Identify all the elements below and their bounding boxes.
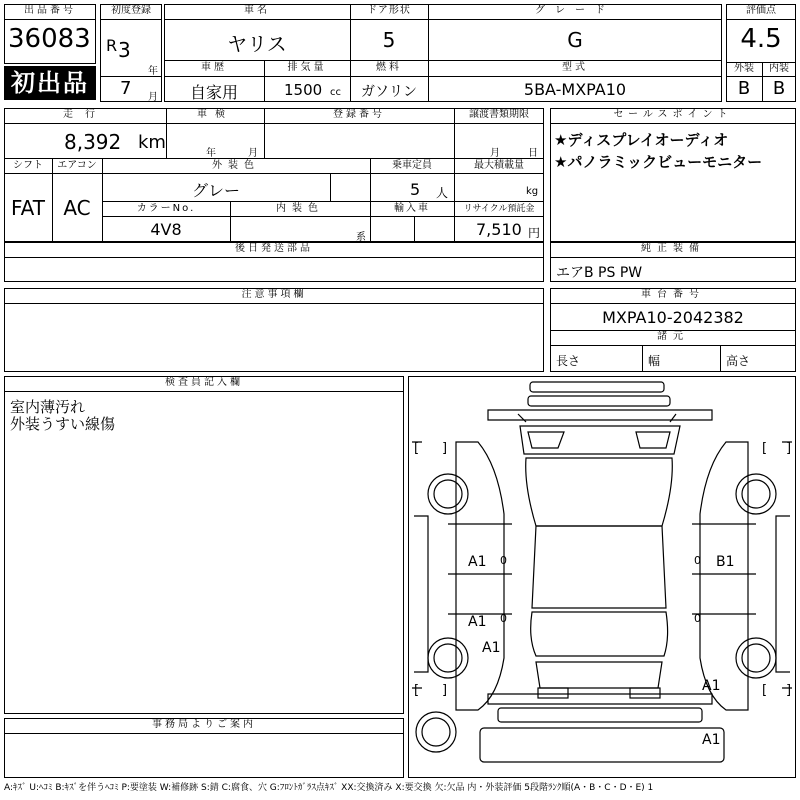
spec-width-label: 幅 [648, 354, 661, 368]
shift-header: シフト [13, 160, 43, 171]
transfer-month-unit: 月 [490, 148, 500, 159]
capacity-unit: 人 [436, 186, 449, 200]
fuel-header: 燃料 [376, 62, 402, 73]
specs-header: 諸元 [657, 331, 689, 342]
lot-number-header: 出品番号 [24, 5, 76, 16]
spec-length-label: 長さ [556, 354, 581, 368]
car-name: ヤリス [227, 32, 287, 56]
door-header: ドア形状 [367, 5, 411, 16]
genuine-equipment-header: 純正装備 [641, 243, 705, 254]
exterior-grade: B [737, 78, 751, 99]
capacity-header: 乗車定員 [392, 160, 432, 171]
damage-right-rear-fender: A1 [702, 678, 721, 694]
fuel: ガソリン [361, 84, 417, 100]
sales-point-1: ★ディスプレイオーディオ [554, 131, 729, 149]
inspection-year-unit: 年 [206, 148, 216, 159]
damage-front-left-door: A1 [468, 554, 487, 570]
lot-number: 36083 [8, 24, 91, 54]
inspection-header: 車検 [197, 109, 233, 120]
bracket-front-left: [ [414, 441, 420, 456]
shift-value: FAT [10, 196, 45, 220]
month-unit: 月 [148, 92, 158, 103]
registration-year: 3 [118, 38, 131, 62]
bracket-rear-left-close: ] [442, 683, 448, 698]
bracket-front-right: [ [762, 441, 768, 456]
damage-rear-bumper: A1 [702, 732, 721, 748]
grade-header: グレード [535, 5, 615, 16]
exterior-color: グレー [191, 181, 240, 200]
zero-mark-left-front: 0 [500, 554, 507, 567]
interior-grade: B [772, 78, 786, 99]
office-header: 事務局よりご案内 [152, 719, 256, 730]
transfer-deadline-header: 譲渡書類期限 [469, 109, 529, 120]
max-load-header: 最大積載量 [474, 160, 524, 171]
capacity-value: 5 [410, 180, 421, 199]
sales-point-2: ★パノラミックビューモニター [554, 153, 763, 171]
model: 5BA-MXPA10 [523, 80, 627, 99]
overall-score: 4.5 [740, 24, 782, 54]
recycle-deposit-header: リサイクル預託金 [463, 204, 535, 214]
later-parts-header: 後日発送部品 [235, 243, 313, 254]
damage-left-rear-fender: A1 [482, 640, 501, 656]
displacement: 1500 [284, 81, 323, 99]
registration-number-header: 登録番号 [333, 109, 385, 120]
aircon-header: エアコン [57, 160, 97, 171]
door-count: 5 [382, 28, 396, 52]
notes-header: 注意事項欄 [241, 289, 307, 300]
car-name-header: 車名 [244, 5, 270, 16]
damage-rear-left-door: A1 [468, 614, 487, 630]
inspector-note-1: 室内薄汚れ [10, 398, 86, 416]
first-listing-banner: 初出品 [4, 66, 96, 100]
model-header: 型式 [562, 62, 588, 73]
mileage-unit: km [138, 132, 166, 153]
recycle-deposit: 7,510 [476, 220, 522, 239]
mileage-header: 走行 [63, 109, 107, 120]
mileage-block [4, 108, 544, 242]
bracket-front-right-close: ] [786, 441, 792, 456]
zero-mark-left-rear: 0 [500, 612, 507, 625]
interior-color-header: 内装色 [276, 203, 324, 214]
inspector-header: 検査員記入欄 [165, 377, 243, 388]
history-header: 車歴 [201, 62, 227, 73]
spec-height-label: 高さ [726, 354, 751, 368]
displacement-unit: cc [330, 87, 341, 98]
inspection-month-unit: 月 [248, 148, 258, 159]
history: 自家用 [189, 83, 238, 102]
bracket-rear-right: [ [762, 683, 768, 698]
displacement-header: 排気量 [287, 62, 327, 73]
year-unit: 年 [148, 66, 158, 77]
interior-header: 内装 [769, 63, 789, 74]
chassis-header: 車台番号 [641, 289, 705, 300]
registration-month: 7 [120, 78, 132, 99]
grade: G [567, 28, 583, 52]
color-number-header: カラーNo. [136, 203, 196, 214]
genuine-equipment: エアB PS PW [556, 265, 643, 281]
sales-points-header: セールスポイント [613, 109, 733, 120]
score-header: 評価点 [746, 5, 776, 16]
recycle-deposit-unit: 円 [528, 226, 541, 240]
bracket-rear-right-close: ] [786, 683, 792, 698]
damage-front-right-door: B1 [716, 554, 735, 570]
zero-mark-right-front: 0 [694, 554, 701, 567]
bracket-rear-left: [ [414, 683, 420, 698]
import-header: 輸入車 [394, 203, 430, 214]
exterior-color-header: 外装色 [212, 160, 260, 171]
exterior-header: 外装 [734, 63, 754, 74]
max-load-unit: kg [526, 186, 539, 197]
car-diagram [408, 376, 796, 778]
registration-era: R [106, 36, 118, 55]
transfer-day-unit: 日 [528, 148, 538, 159]
mileage-value: 8,392 [64, 130, 122, 154]
color-number: 4V8 [150, 220, 182, 239]
inspector-note-2: 外装うすい線傷 [10, 415, 116, 433]
damage-legend: A:ｷｽﾞ U:ﾍｺﾐ B:ｷｽﾞを伴うﾍｺﾐ P:要塗装 W:補修跡 S:錆 C:腐食、穴 G:ﾌﾛﾝﾄｶﾞﾗｽ点ｷｽﾞ XX:交換済み X:要交換 欠:欠品 内・外装評価 5段階ﾗﾝｸ順(A・B・C・D・E) 1 [4, 783, 654, 793]
bracket-front-left-close: ] [442, 441, 448, 456]
chassis-number: MXPA10-2042382 [602, 308, 744, 327]
aircon-value: AC [63, 196, 91, 220]
zero-mark-right-rear: 0 [694, 612, 701, 625]
interior-color-unit: 系 [356, 232, 366, 243]
first-registration-header: 初度登録 [111, 5, 151, 16]
